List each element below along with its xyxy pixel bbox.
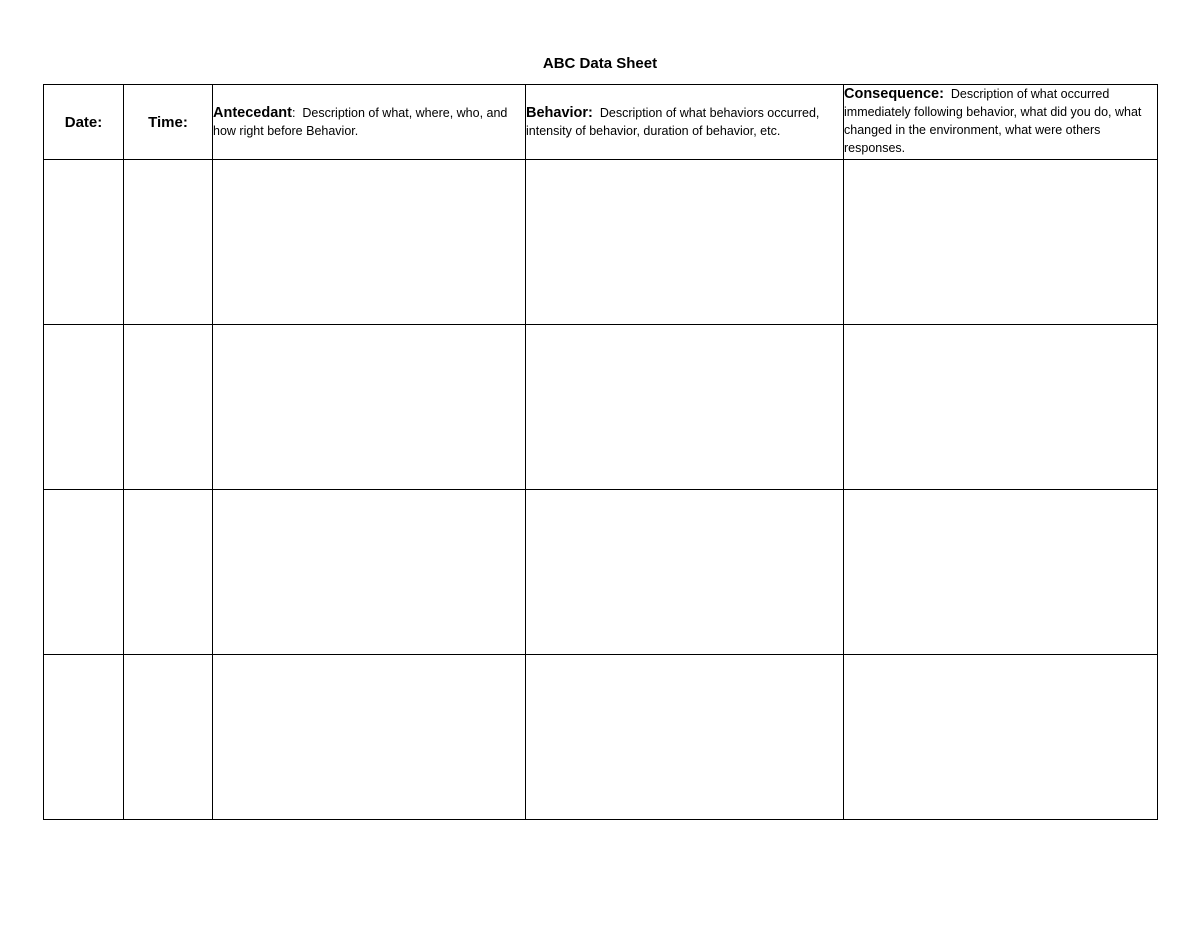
date-cell[interactable] bbox=[44, 160, 124, 325]
behavior-cell[interactable] bbox=[526, 325, 844, 490]
antecedent-label: Antecedant bbox=[213, 105, 292, 121]
date-cell[interactable] bbox=[44, 325, 124, 490]
antecedent-cell[interactable] bbox=[213, 325, 526, 490]
date-header: Date: bbox=[44, 85, 124, 160]
consequence-cell[interactable] bbox=[844, 160, 1158, 325]
antecedent-cell[interactable] bbox=[213, 160, 526, 325]
consequence-cell[interactable] bbox=[844, 490, 1158, 655]
header-row bbox=[44, 85, 1158, 160]
entry-row bbox=[44, 325, 1158, 490]
time-cell[interactable] bbox=[124, 325, 213, 490]
antecedent-cell[interactable] bbox=[213, 655, 526, 820]
behavior-label: Behavior: bbox=[526, 105, 593, 121]
consequence-cell[interactable] bbox=[844, 655, 1158, 820]
consequence-description: Description of what occurred immediately following behavior, what did you do, what changed in the environment, what were others responses. bbox=[844, 87, 1142, 155]
time-cell[interactable] bbox=[124, 655, 213, 820]
time-header: Time: bbox=[124, 85, 213, 160]
behavior-cell[interactable] bbox=[526, 490, 844, 655]
consequence-header bbox=[844, 85, 1158, 160]
behavior-cell[interactable] bbox=[526, 160, 844, 325]
entry-row bbox=[44, 655, 1158, 820]
antecedent-cell[interactable] bbox=[213, 490, 526, 655]
abc-data-table bbox=[43, 84, 1158, 820]
date-cell[interactable] bbox=[44, 655, 124, 820]
consequence-label: Consequence: bbox=[844, 86, 944, 102]
entry-row bbox=[44, 160, 1158, 325]
antecedent-description: Description of what, where, who, and how right before Behavior. bbox=[213, 106, 508, 138]
entry-row bbox=[44, 490, 1158, 655]
antecedent-separator: : bbox=[291, 106, 296, 120]
behavior-header bbox=[526, 85, 844, 160]
behavior-cell[interactable] bbox=[526, 655, 844, 820]
consequence-cell[interactable] bbox=[844, 325, 1158, 490]
time-cell[interactable] bbox=[124, 490, 213, 655]
behavior-description: Description of what behaviors occurred, intensity of behavior, duration of behavior, etc. bbox=[526, 106, 820, 138]
sheet-title: ABC Data Sheet bbox=[542, 55, 658, 72]
antecedent-header bbox=[213, 85, 526, 160]
date-cell[interactable] bbox=[44, 490, 124, 655]
time-cell[interactable] bbox=[124, 160, 213, 325]
